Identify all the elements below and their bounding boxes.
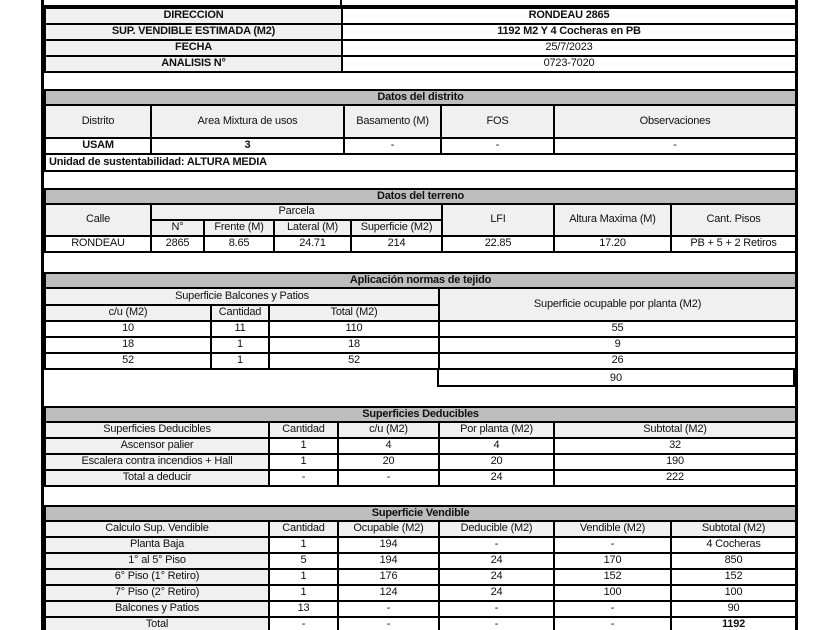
cell: 1 xyxy=(269,438,338,454)
cell: 1 xyxy=(269,537,338,553)
col-header-lfi: LFI xyxy=(442,204,554,236)
row-label-planta-baja: Planta Baja xyxy=(45,537,269,553)
table-row xyxy=(45,454,796,470)
cell: 4 Cocheras xyxy=(671,537,796,553)
cell: - xyxy=(554,601,671,617)
cell-frente: 8.65 xyxy=(204,236,274,252)
cell-lfi: 22.85 xyxy=(442,236,554,252)
cell: 18 xyxy=(269,337,439,353)
col-header-numero: N° xyxy=(151,220,204,236)
col-header-vendible: Vendible (M2) xyxy=(554,521,671,537)
cell-ocupable-total: 90 xyxy=(437,370,795,387)
cell: 190 xyxy=(554,454,796,470)
cell: 10 xyxy=(45,321,211,337)
fecha-label: FECHA xyxy=(45,40,342,56)
table-row xyxy=(45,321,796,337)
col-header-total: Total (M2) xyxy=(269,305,439,321)
column-header-row xyxy=(45,521,796,537)
col-header-cantidad: Cantidad xyxy=(211,305,269,321)
table-row xyxy=(45,617,796,630)
cell: 52 xyxy=(45,353,211,369)
section-title-terreno: Datos del terreno xyxy=(45,189,796,204)
sup-vendible-label: SUP. VENDIBLE ESTIMADA (M2) xyxy=(45,24,342,40)
cell: 26 xyxy=(439,353,796,369)
table-row xyxy=(45,553,796,569)
row-label-piso-7: 7° Piso (2° Retiro) xyxy=(45,585,269,601)
cell-altura-maxima: 17.20 xyxy=(554,236,671,252)
cell: 24 xyxy=(439,470,554,486)
column-header-row xyxy=(45,288,796,305)
spacer xyxy=(44,73,795,89)
section-title-distrito: Datos del distrito xyxy=(45,90,796,105)
sup-vendible-value: 1192 M2 Y 4 Cocheras en PB xyxy=(342,24,796,40)
table-row xyxy=(45,24,796,40)
cell: - xyxy=(554,537,671,553)
cell: 1 xyxy=(269,454,338,470)
col-header-fos: FOS xyxy=(441,105,554,138)
col-header-ocupable: Ocupable (M2) xyxy=(338,521,439,537)
col-header-cantidad: Cantidad xyxy=(269,422,338,438)
cell: - xyxy=(439,601,554,617)
cell: - xyxy=(338,601,439,617)
tejido-table xyxy=(44,272,797,370)
cell: 32 xyxy=(554,438,796,454)
table-row xyxy=(45,438,796,454)
analysis-spreadsheet xyxy=(41,0,798,630)
table-row xyxy=(45,138,796,154)
vendible-table xyxy=(44,505,797,630)
col-header-cu: c/u (M2) xyxy=(45,305,211,321)
spacer xyxy=(44,487,795,505)
cell-superficie: 214 xyxy=(351,236,442,252)
cell: - xyxy=(554,617,671,630)
cell: 152 xyxy=(554,569,671,585)
col-header-mixtura: Area Mixtura de usos xyxy=(151,105,344,138)
table-row xyxy=(45,601,796,617)
table-row xyxy=(45,56,796,72)
cell-distrito: USAM xyxy=(45,138,151,154)
table-row xyxy=(45,236,796,252)
cell-calle: RONDEAU xyxy=(45,236,151,252)
section-title-tejido: Aplicación normas de tejido xyxy=(45,273,796,288)
group-header-ocupable-planta: Superficie ocupable por planta (M2) xyxy=(439,288,796,321)
spacer xyxy=(44,172,795,188)
row-label-total: Total xyxy=(45,617,269,630)
cell: 100 xyxy=(554,585,671,601)
direccion-value: RONDEAU 2865 xyxy=(342,8,796,24)
col-header-por-planta: Por planta (M2) xyxy=(439,422,554,438)
analisis-label: ANALISIS N° xyxy=(45,56,342,72)
cell-lateral: 24.71 xyxy=(274,236,351,252)
header-info-table xyxy=(44,7,797,73)
cell: 90 xyxy=(671,601,796,617)
col-header-cu: c/u (M2) xyxy=(338,422,439,438)
col-header-subtotal: Subtotal (M2) xyxy=(671,521,796,537)
cell: 194 xyxy=(338,553,439,569)
cell: 1 xyxy=(269,569,338,585)
column-header-row xyxy=(45,204,796,220)
row-label-piso-1-5: 1° al 5° Piso xyxy=(45,553,269,569)
cell: 13 xyxy=(269,601,338,617)
cell: - xyxy=(338,470,439,486)
column-header-row xyxy=(45,105,796,138)
deducibles-table xyxy=(44,406,797,487)
table-row xyxy=(45,585,796,601)
cell: 55 xyxy=(439,321,796,337)
cell: 152 xyxy=(671,569,796,585)
cell: 11 xyxy=(211,321,269,337)
table-row xyxy=(45,337,796,353)
cell: 222 xyxy=(554,470,796,486)
row-label-total-deducir: Total a deducir xyxy=(45,470,269,486)
cell-observaciones: - xyxy=(554,138,796,154)
cell: 124 xyxy=(338,585,439,601)
cell: 9 xyxy=(439,337,796,353)
cell: 1 xyxy=(211,353,269,369)
cell: - xyxy=(269,617,338,630)
terreno-table xyxy=(44,188,797,253)
col-header-subtotal: Subtotal (M2) xyxy=(554,422,796,438)
col-header-calle: Calle xyxy=(45,204,151,236)
table-row xyxy=(45,154,796,171)
cell: 18 xyxy=(45,337,211,353)
group-header-balcones-patios: Superficie Balcones y Patios xyxy=(45,288,439,305)
cell: 1 xyxy=(211,337,269,353)
sustentabilidad-note: Unidad de sustentabilidad: ALTURA MEDIA xyxy=(45,154,796,171)
section-title-row xyxy=(45,90,796,105)
cell: 52 xyxy=(269,353,439,369)
row-label-balcones: Balcones y Patios xyxy=(45,601,269,617)
spacer xyxy=(44,387,795,406)
cell: - xyxy=(269,470,338,486)
cell: 24 xyxy=(439,553,554,569)
column-header-row xyxy=(45,422,796,438)
cell: 24 xyxy=(439,585,554,601)
cell: 5 xyxy=(269,553,338,569)
cell: 4 xyxy=(439,438,554,454)
col-header-frente: Frente (M) xyxy=(204,220,274,236)
cell-basamento: - xyxy=(344,138,441,154)
col-header-altura-maxima: Altura Maxima (M) xyxy=(554,204,671,236)
cell: 850 xyxy=(671,553,796,569)
section-title-vendible: Superficie Vendible xyxy=(45,506,796,521)
section-title-deducibles: Superficies Deducibles xyxy=(45,407,796,422)
cell-numero: 2865 xyxy=(151,236,204,252)
col-header-superficies-deducibles: Superficies Deducibles xyxy=(45,422,269,438)
table-row xyxy=(45,8,796,24)
cell-cant-pisos: PB + 5 + 2 Retiros xyxy=(671,236,796,252)
col-header-calculo: Calculo Sup. Vendible xyxy=(45,521,269,537)
cell: 20 xyxy=(439,454,554,470)
cell: 194 xyxy=(338,537,439,553)
cell-divider xyxy=(340,0,342,5)
section-title-row xyxy=(45,407,796,422)
cell: 100 xyxy=(671,585,796,601)
row-label-ascensor: Ascensor palier xyxy=(45,438,269,454)
row-label-escalera: Escalera contra incendios + Hall xyxy=(45,454,269,470)
cell: 24 xyxy=(439,569,554,585)
cell: 1 xyxy=(269,585,338,601)
col-header-deducible: Deducible (M2) xyxy=(439,521,554,537)
cell: - xyxy=(439,617,554,630)
section-title-row xyxy=(45,189,796,204)
cell: 20 xyxy=(338,454,439,470)
cell-fos: - xyxy=(441,138,554,154)
direccion-label: DIRECCION xyxy=(45,8,342,24)
cell-total-vendible: 1192 xyxy=(671,617,796,630)
table-row xyxy=(45,537,796,553)
cell: 110 xyxy=(269,321,439,337)
section-title-row xyxy=(45,273,796,288)
table-row xyxy=(45,40,796,56)
col-header-superficie: Superficie (M2) xyxy=(351,220,442,236)
distrito-table xyxy=(44,89,797,172)
spacer xyxy=(44,253,795,272)
col-header-distrito: Distrito xyxy=(45,105,151,138)
col-header-cantidad: Cantidad xyxy=(269,521,338,537)
section-title-row xyxy=(45,506,796,521)
col-header-cant-pisos: Cant. Pisos xyxy=(671,204,796,236)
cell: 170 xyxy=(554,553,671,569)
col-header-basamento: Basamento (M) xyxy=(344,105,441,138)
cropped-row-top xyxy=(44,0,795,7)
table-row xyxy=(45,353,796,369)
col-header-lateral: Lateral (M) xyxy=(274,220,351,236)
row-label-piso-6: 6° Piso (1° Retiro) xyxy=(45,569,269,585)
col-header-observaciones: Observaciones xyxy=(554,105,796,138)
fecha-value: 25/7/2023 xyxy=(342,40,796,56)
cell: 4 xyxy=(338,438,439,454)
col-header-parcela: Parcela xyxy=(151,204,442,220)
cell: 176 xyxy=(338,569,439,585)
table-row xyxy=(45,569,796,585)
cell: - xyxy=(439,537,554,553)
table-row xyxy=(45,470,796,486)
analisis-value: 0723-7020 xyxy=(342,56,796,72)
cell: - xyxy=(338,617,439,630)
cell-mixtura: 3 xyxy=(151,138,344,154)
